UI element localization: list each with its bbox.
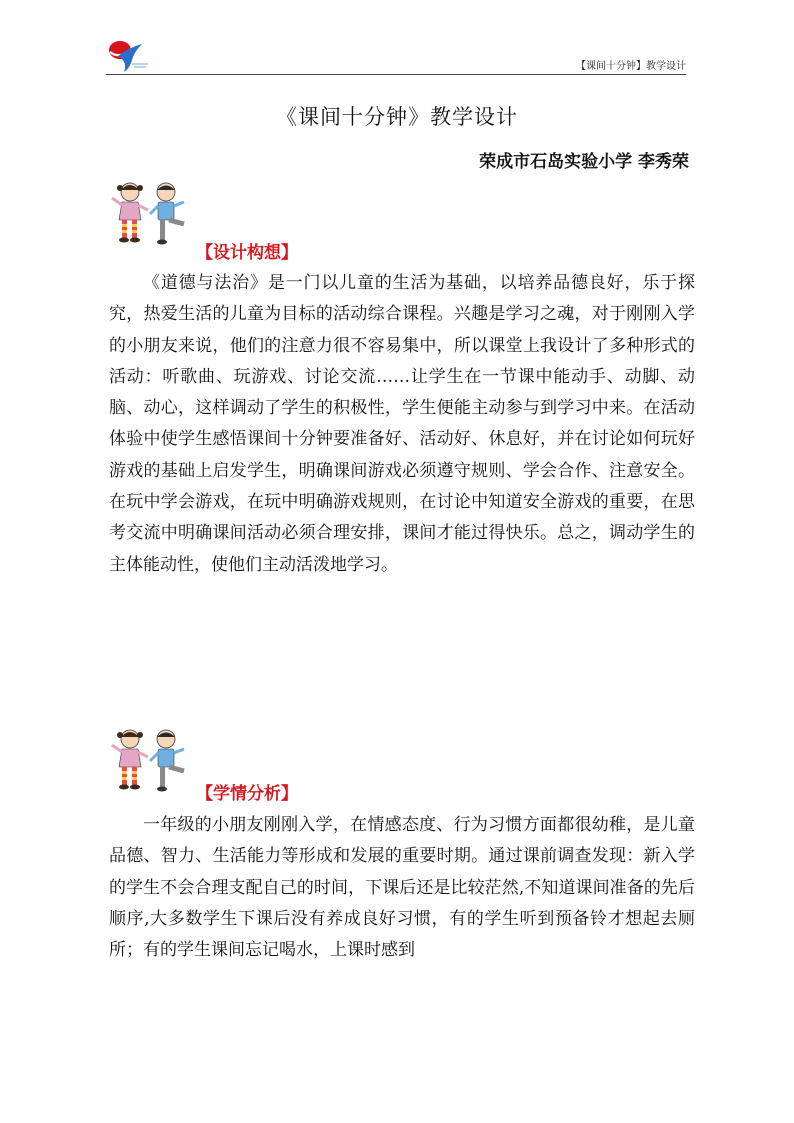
header-rule — [106, 74, 686, 75]
children-playing-icon — [108, 180, 188, 248]
school-logo-icon — [106, 38, 150, 74]
document-title: 《课间十分钟》教学设计 — [276, 105, 518, 129]
section-heading-student-analysis: 【学情分析】 — [196, 784, 298, 804]
header-label: 【课间十分钟】教学设计 — [576, 61, 686, 72]
section-body-design-concept: 《道德与法治》是一门以儿童的生活为基础，以培养品德良好，乐于探究，热爱生活的儿童为目标的活动综合课程。兴趣是学习之魂，对于刚刚入学的小朋友来说，他们的注意力很不容易集中，所以课堂上我设计了多种形式的活动：听歌曲、玩游戏、讨论交流……让学生在一节课中能动手、动脚、动脑、动心，这样调动了学生的积极性，学生便能主动参与到学习中来。在活动体验中使学生感悟课间十分钟要准备好、活动好、休息好，并在讨论如何玩好游戏的基础上启发学生，明确课间游戏必须遵守规则、学会合作、注意安全。在玩中学会游戏，在玩中明确游戏规则，在讨论中知道安全游戏的重要，在思考交流中明确课间活动必须合理安排，课间才能过得快乐。总之，调动学生的主体能动性，使他们主动活泼地学习。 — [109, 273, 695, 575]
section-body-student-analysis: 一年级的小朋友刚刚入学，在情感态度、行为习惯方面都很幼稚，是儿童品德、智力、生活能力等形成和发展的重要时期。通过课前调查发现：新入学的学生不会合理支配自己的时间，下课后还是比较茫然,不知道课间准备的先后顺序,大多数学生下课后没有养成良好习惯，有的学生听到预备铃才想起去厕所；有的学生课间忘记喝水，上课时感到 — [109, 815, 695, 961]
section-heading-design-concept: 【设计构想】 — [196, 243, 298, 263]
children-playing-icon — [108, 727, 188, 795]
author-line: 荣成市石岛实验小学 李秀荣 — [479, 152, 689, 172]
